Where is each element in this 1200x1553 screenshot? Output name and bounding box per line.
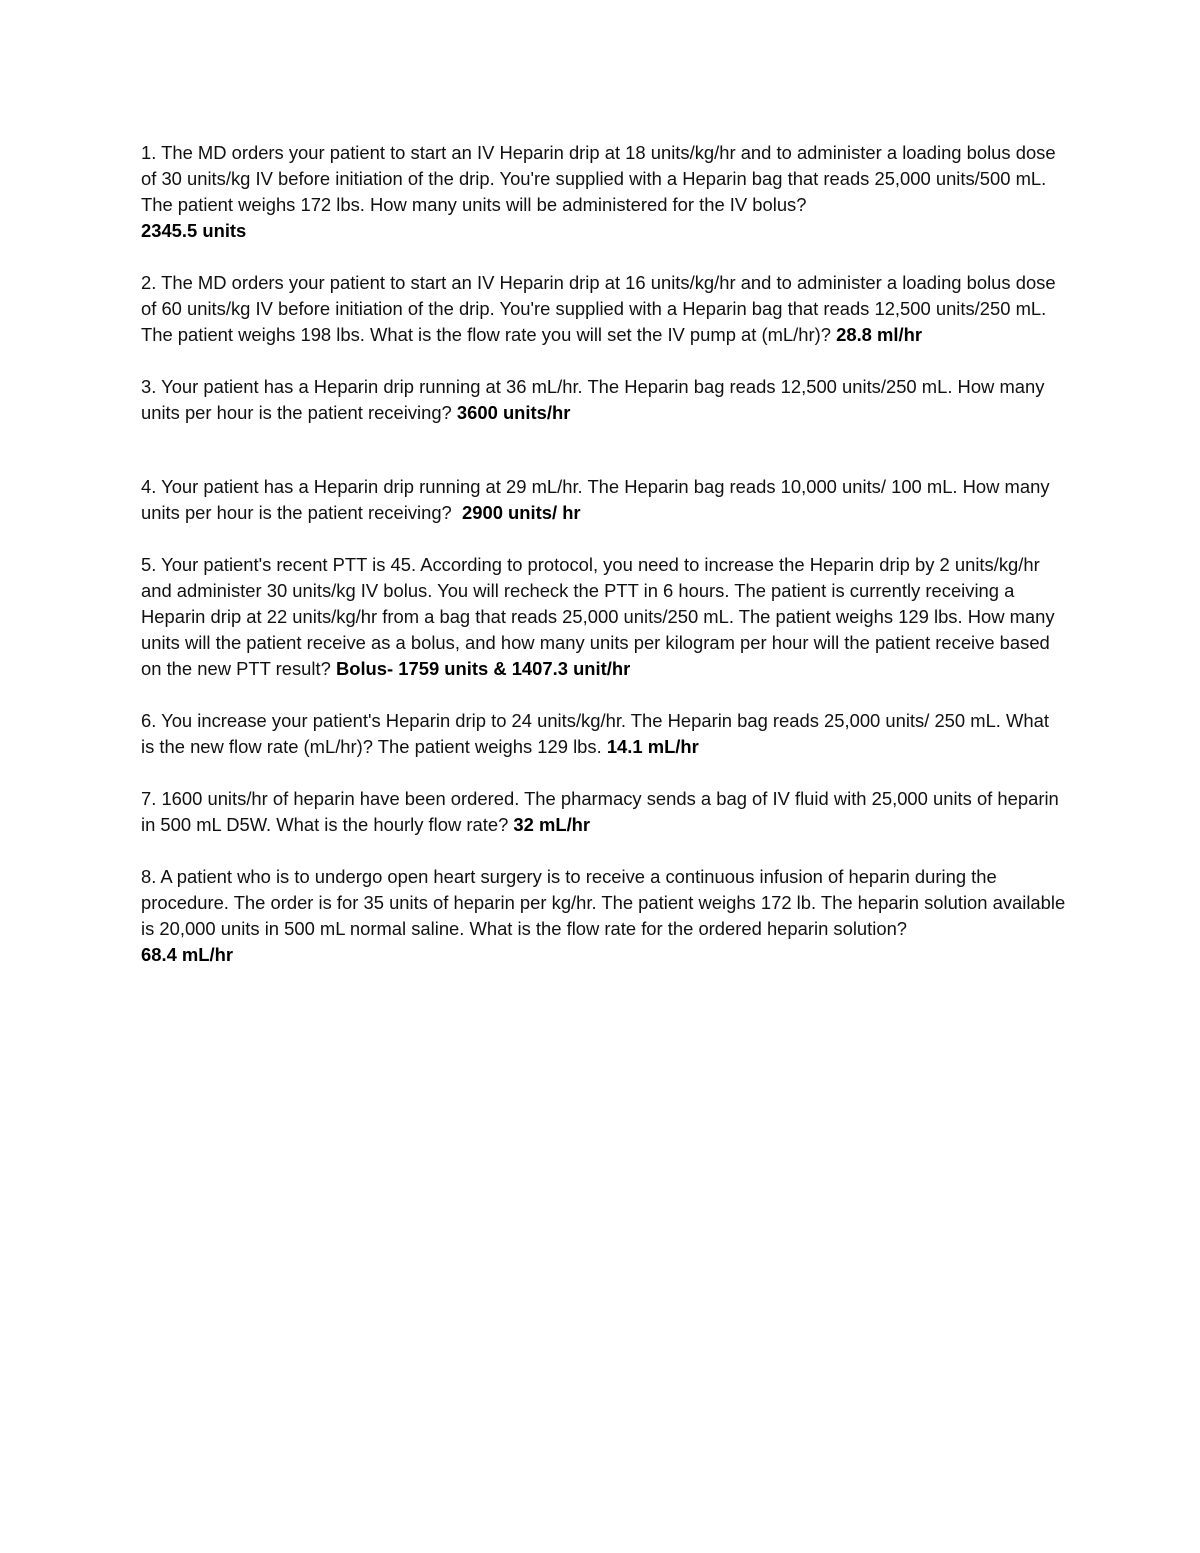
question-1 <box>141 140 1066 244</box>
question-2 <box>141 270 1066 348</box>
question-7 <box>141 786 1066 838</box>
question-7-text: 7. 1600 units/hr of heparin have been ordered. The pharmacy sends a bag of IV fluid with 25,000 units of heparin in 500 mL D5W. What is the hourly flow rate? <box>141 788 1059 835</box>
question-6-text: 6. You increase your patient's Heparin drip to 24 units/kg/hr. The Heparin bag reads 25,000 units/ 250 mL. What is the new flow rate (mL/hr)? The patient weighs 129 lbs. <box>141 710 1049 757</box>
question-list <box>141 140 1066 968</box>
question-1-answer: 2345.5 units <box>141 220 247 241</box>
question-2-text: 2. The MD orders your patient to start an IV Heparin drip at 16 units/kg/hr and to administer a loading bolus dose of 60 units/kg IV before initiation of the drip. You're supplied with a Heparin bag that reads 12,500 units/250 mL. The patient weighs 198 lbs. What is the flow rate you will set the IV pump at (mL/hr)? <box>141 272 1056 345</box>
question-5-text: 5. Your patient's recent PTT is 45. According to protocol, you need to increase the Heparin drip by 2 units/kg/hr and administer 30 units/kg IV bolus. You will recheck the PTT in 6 hours. The patient is currently receiving a Heparin drip at 22 units/kg/hr from a bag that reads 25,000 units/250 mL. The patient weighs 129 lbs. How many units will the patient receive as a bolus, and how many units per kilogram per hour will the patient receive based on the new PTT result? <box>141 554 1055 679</box>
question-3 <box>141 374 1066 426</box>
question-1-text: 1. The MD orders your patient to start an IV Heparin drip at 18 units/kg/hr and to administer a loading bolus dose of 30 units/kg IV before initiation of the drip. You're supplied with a Heparin bag that reads 25,000 units/500 mL. The patient weighs 172 lbs. How many units will be administered for the IV bolus? <box>141 142 1056 215</box>
question-4 <box>141 474 1066 526</box>
question-5-answer: Bolus- 1759 units & 1407.3 unit/hr <box>335 658 631 679</box>
question-7-answer: 32 mL/hr <box>513 814 591 835</box>
question-4-answer: 2900 units/ hr <box>462 502 581 523</box>
question-8-text: 8. A patient who is to undergo open heart surgery is to receive a continuous infusion of heparin during the procedure. The order is for 35 units of heparin per kg/hr. The patient weighs 172 lb. The heparin solution available is 20,000 units in 500 mL normal saline. What is the flow rate for the ordered heparin solution? <box>141 866 1066 939</box>
question-4-text: 4. Your patient has a Heparin drip running at 29 mL/hr. The Heparin bag reads 10,000 units/ 100 mL. How many units per hour is the patient receiving? <box>141 476 1050 523</box>
question-3-text: 3. Your patient has a Heparin drip running at 36 mL/hr. The Heparin bag reads 12,500 units/250 mL. How many units per hour is the patient receiving? <box>141 376 1045 423</box>
question-2-answer: 28.8 ml/hr <box>836 324 922 345</box>
question-6 <box>141 708 1066 760</box>
question-8 <box>141 864 1066 968</box>
question-8-answer: 68.4 mL/hr <box>141 944 233 965</box>
question-5 <box>141 552 1066 682</box>
question-3-answer: 3600 units/hr <box>456 402 571 423</box>
question-6-answer: 14.1 mL/hr <box>606 736 699 757</box>
